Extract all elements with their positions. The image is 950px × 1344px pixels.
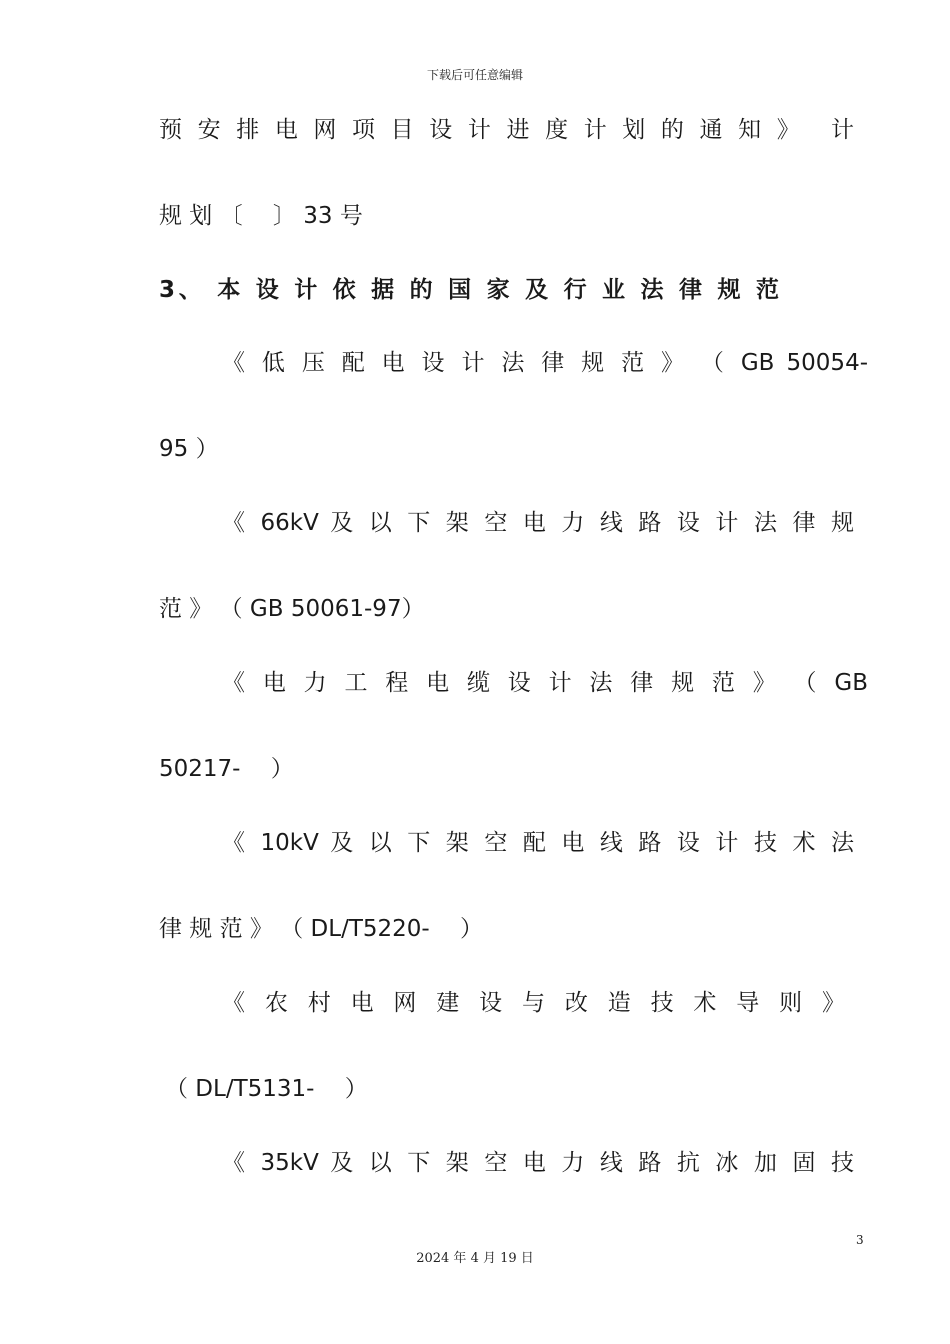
page-footer-date: 2024 年 4 月 19 日 xyxy=(416,1251,534,1266)
body-line-11: 律 规 范 》 （ DL/T5220- ） xyxy=(159,916,484,942)
section-heading: 3、 本 设 计 依 据 的 国 家 及 行 业 法 律 规 范 xyxy=(159,277,779,303)
body-line-9: 50217- ） xyxy=(159,756,294,782)
body-line-14: 《 35kV 及 以 下 架 空 电 力 线 路 抗 冰 加 固 技 xyxy=(222,1150,854,1176)
body-line-4: 《 低 压 配 电 设 计 法 律 规 范 》 （ GB 50054- xyxy=(222,350,869,376)
body-line-2: 规 划 〔 〕 33 号 xyxy=(159,203,363,229)
body-line-12: 《 农 村 电 网 建 设 与 改 造 技 术 导 则 》 xyxy=(222,990,845,1016)
body-line-6: 《 66kV 及 以 下 架 空 电 力 线 路 设 计 法 律 规 xyxy=(222,510,854,536)
body-line-13: （ DL/T5131- ） xyxy=(165,1076,368,1102)
body-line-8: 《 电 力 工 程 电 缆 设 计 法 律 规 范 》 （ GB xyxy=(222,670,868,696)
page-number: 3 xyxy=(856,1233,864,1247)
body-line-7: 范 》 （ GB 50061-97） xyxy=(159,596,425,622)
page-header: 下载后可任意编辑 xyxy=(426,68,523,82)
body-line-10: 《 10kV 及 以 下 架 空 配 电 线 路 设 计 技 术 法 xyxy=(222,830,854,856)
body-line-5: 95 ） xyxy=(159,436,219,462)
body-line-1: 预 安 排 电 网 项 目 设 计 进 度 计 划 的 通 知 》 计 xyxy=(159,117,854,143)
